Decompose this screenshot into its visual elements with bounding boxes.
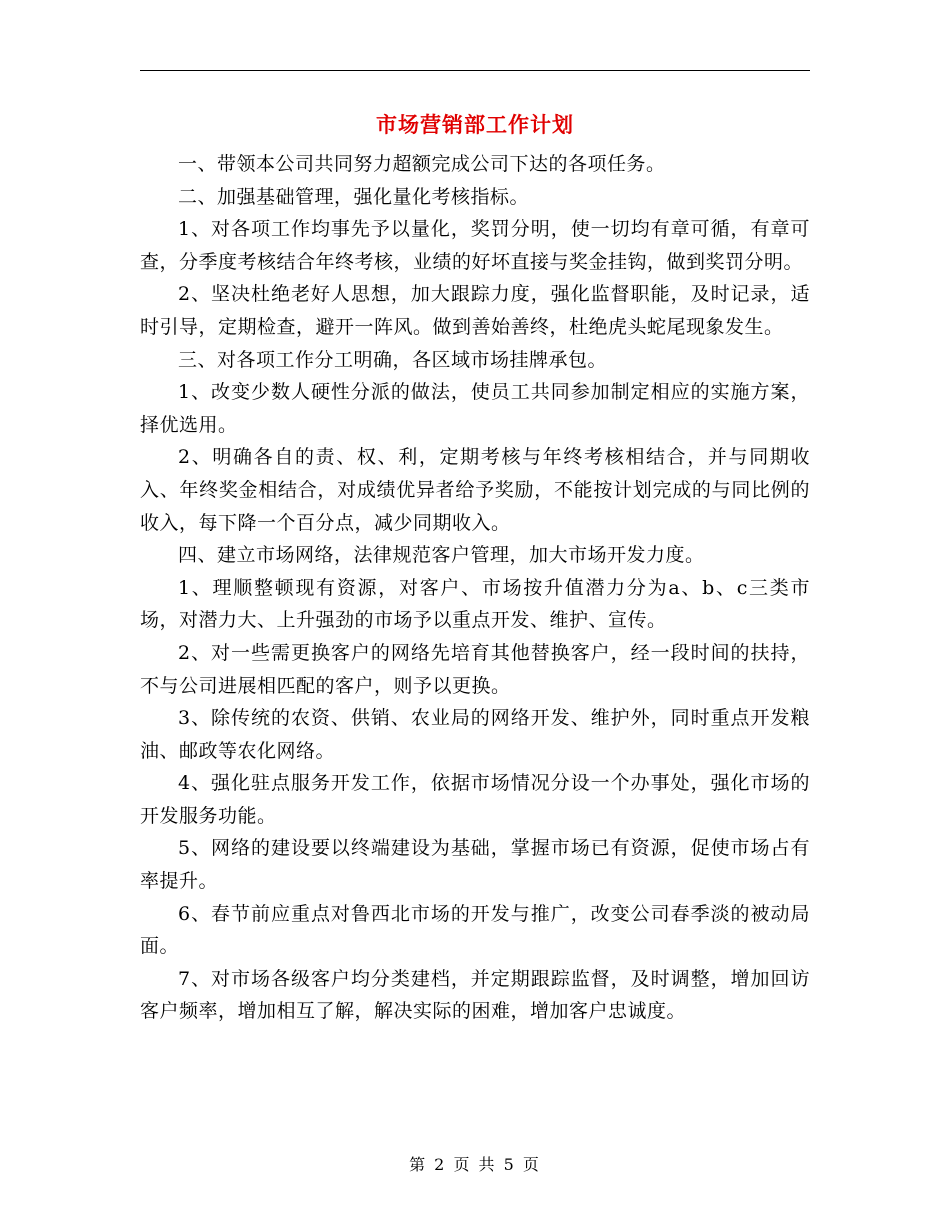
paragraph-5: 三、对各项工作分工明确，各区域市场挂牌承包。 <box>178 348 608 371</box>
paragraph-1: 一、带领本公司共同努力超额完成公司下达的各项任务。 <box>178 153 666 175</box>
paragraph-15: 7、对市场各级客户均分类建档，并定期跟踪监督，及时调整，增加回访客户频率，增加相互了解，解决实际的困难，增加客户忠诚度。 <box>140 967 810 1023</box>
paragraph-10: 2、对一些需更换客户的网络先培育其他替换客户，经一段时间的扶持，不与公司进展相匹配的客户，则予以更换。 <box>140 641 810 697</box>
paragraph-8: 四、建立市场网络，法律规范客户管理，加大市场开发力度。 <box>178 544 705 567</box>
paragraph-7: 2、明确各自的责、权、利，定期考核与年终考核相结合，并与同期收入、年终奖金相结合，对成绩优异者给予奖励，不能按计划完成的与同比例的收入，每下降一个百分点，减少同期收入。 <box>140 446 810 534</box>
header-rule <box>140 70 810 71</box>
document-title: 市场营销部工作计划 <box>376 112 574 137</box>
paragraph-9: 1、理顺整顿现有资源，对客户、市场按升值潜力分为a、b、c三类市场，对潜力大、上升强劲的市场予以重点开发、维护、宣传。 <box>140 576 810 632</box>
paragraph-4: 2、坚决杜绝老好人思想，加大跟踪力度，强化监督职能，及时记录，适时引导，定期检查，避开一阵风。做到善始善终，杜绝虎头蛇尾现象发生。 <box>140 283 810 338</box>
document-body <box>140 148 810 1028</box>
page-number: 第 2 页 共 5 页 <box>409 1155 541 1174</box>
paragraph-11: 3、除传统的农资、供销、农业局的网络开发、维护外，同时重点开发粮油、邮政等农化网络。 <box>140 707 810 762</box>
paragraph-3: 1、对各项工作均事先予以量化，奖罚分明，使一切均有章可循，有章可查，分季度考核结合年终考核，业绩的好坏直接与奖金挂钩，做到奖罚分明。 <box>140 218 810 273</box>
paragraph-6: 1、改变少数人硬性分派的做法，使员工共同参加制定相应的实施方案，择优选用。 <box>140 381 810 436</box>
paragraph-12: 4、强化驻点服务开发工作，依据市场情况分设一个办事处，强化市场的开发服务功能。 <box>140 772 810 827</box>
paragraph-2: 二、加强基础管理，强化量化考核指标。 <box>178 185 530 208</box>
paragraph-14: 6、春节前应重点对鲁西北市场的开发与推广，改变公司春季淡的被动局面。 <box>140 902 810 958</box>
paragraph-13: 5、网络的建设要以终端建设为基础，掌握市场已有资源，促使市场占有率提升。 <box>140 837 810 893</box>
